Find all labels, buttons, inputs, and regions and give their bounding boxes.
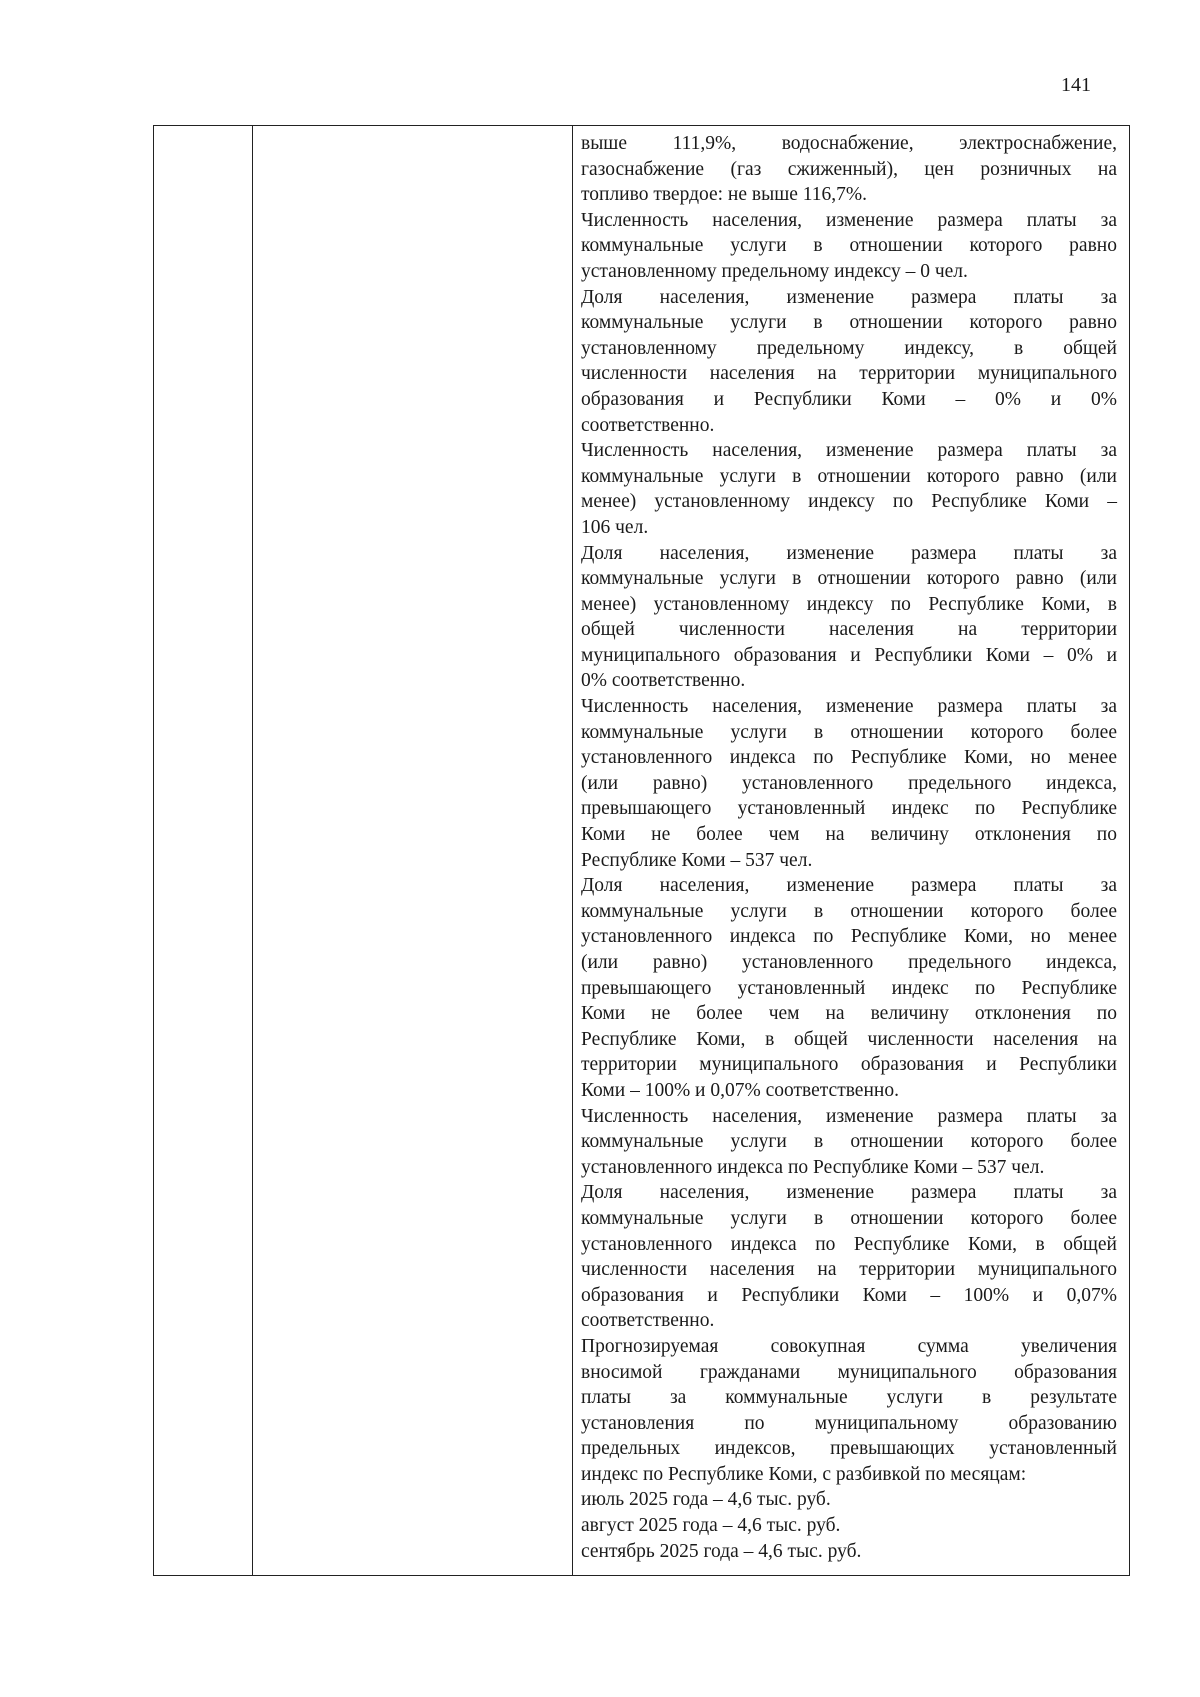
text-line: установленному предельному индексу – 0 чел. [581,260,968,282]
text-line: платы за коммунальные услуги в результате [581,1387,1117,1409]
column-divider [252,126,253,1575]
text-line: коммунальные услуги в отношении которого более [581,900,1117,922]
text-line: установленного индекса по Республике Коми, но менее [581,926,1117,948]
text-line: Численность населения, изменение размера платы за [581,209,1117,231]
table-cell-text [581,131,1117,1564]
text-line: Доля населения, изменение размера платы за [581,542,1117,564]
page-number: 141 [1061,74,1091,96]
monthly-amount-line: сентябрь 2025 года – 4,6 тыс. руб. [581,1540,862,1562]
text-line: общей численности населения на территории [581,619,1117,641]
text-line: Численность населения, изменение размера платы за [581,440,1117,462]
text-line: коммунальные услуги в отношении которого равно (или [581,465,1117,487]
monthly-amount-line: июль 2025 года – 4,6 тыс. руб. [581,1489,831,1511]
text-line: газоснабжение (газ сжиженный), цен розничных на [581,158,1117,180]
text-line: муниципального образования и Республики Коми – 0% и [581,644,1117,666]
text-line: установленного индекса по Республике Коми, в общей [581,1233,1117,1255]
text-line: Прогнозируемая совокупная сумма увеличения [581,1335,1117,1357]
text-line: Доля населения, изменение размера платы за [581,875,1117,897]
text-line: коммунальные услуги в отношении которого более [581,1207,1117,1229]
text-line: индекс по Республике Коми, с разбивкой по месяцам: [581,1463,1027,1485]
text-line: (или равно) установленного предельного индекса, [581,772,1117,794]
text-line: численности населения на территории муниципального [581,1259,1117,1281]
paragraph [581,694,1117,873]
text-line: Численность населения, изменение размера платы за [581,696,1117,718]
text-line: Республике Коми, в общей численности населения на [581,1028,1117,1050]
text-line: коммунальные услуги в отношении которого более [581,721,1117,743]
text-line: установленного индекса по Республике Коми – 537 чел. [581,1156,1045,1178]
text-line: образования и Республики Коми – 0% и 0% [581,388,1117,410]
text-line: Коми не более чем на величину отклонения по [581,824,1117,846]
text-line: 106 чел. [581,516,649,538]
text-line: 0% соответственно. [581,670,746,692]
text-line: превышающего установленный индекс по Республике [581,977,1117,999]
document-table [153,125,1130,1576]
text-line: Доля населения, изменение размера платы за [581,286,1117,308]
text-line: территории муниципального образования и Республики [581,1054,1117,1076]
text-line: выше 111,9%, водоснабжение, электроснабжение, [581,133,1117,154]
text-line: Доля населения, изменение размера платы за [581,1182,1117,1204]
paragraph [581,1104,1117,1181]
text-line: соответственно. [581,1310,715,1332]
text-line: установления по муниципальному образованию [581,1412,1117,1434]
paragraph [581,438,1117,540]
paragraph [581,541,1117,695]
text-line: коммунальные услуги в отношении которого более [581,1131,1117,1153]
text-line: установленному предельному индексу, в общей [581,337,1117,359]
text-line: Численность населения, изменение размера платы за [581,1105,1117,1127]
text-line: Коми – 100% и 0,07% соответственно. [581,1079,899,1101]
text-line: образования и Республики Коми – 100% и 0,07% [581,1284,1117,1306]
text-line: Коми не более чем на величину отклонения по [581,1003,1117,1025]
monthly-amount-line: август 2025 года – 4,6 тыс. руб. [581,1515,841,1537]
text-line: коммунальные услуги в отношении которого равно (или [581,568,1117,590]
text-line: соответственно. [581,414,715,436]
text-line: превышающего установленный индекс по Республике [581,798,1117,820]
text-line: Республике Коми – 537 чел. [581,849,813,871]
text-line: коммунальные услуги в отношении которого равно [581,312,1117,334]
text-line: установленного индекса по Республике Коми, но менее [581,747,1117,769]
paragraph [581,208,1117,285]
paragraph [581,1180,1117,1334]
text-line: менее) установленному индексу по Республике Коми – [581,491,1117,513]
paragraph [581,1334,1117,1488]
column-divider [572,126,573,1575]
text-line: предельных индексов, превышающих установленный [581,1438,1117,1460]
paragraph [581,131,1117,208]
text-line: (или равно) установленного предельного индекса, [581,952,1117,973]
paragraph [581,285,1117,439]
text-line: коммунальные услуги в отношении которого равно [581,235,1117,257]
text-line: вносимой гражданами муниципального образования [581,1361,1117,1383]
text-line: топливо твердое: не выше 116,7%. [581,184,868,206]
text-line: менее) установленному индексу по Республике Коми, в [581,593,1117,615]
text-line: численности населения на территории муниципального [581,363,1117,385]
paragraph [581,873,1117,1103]
